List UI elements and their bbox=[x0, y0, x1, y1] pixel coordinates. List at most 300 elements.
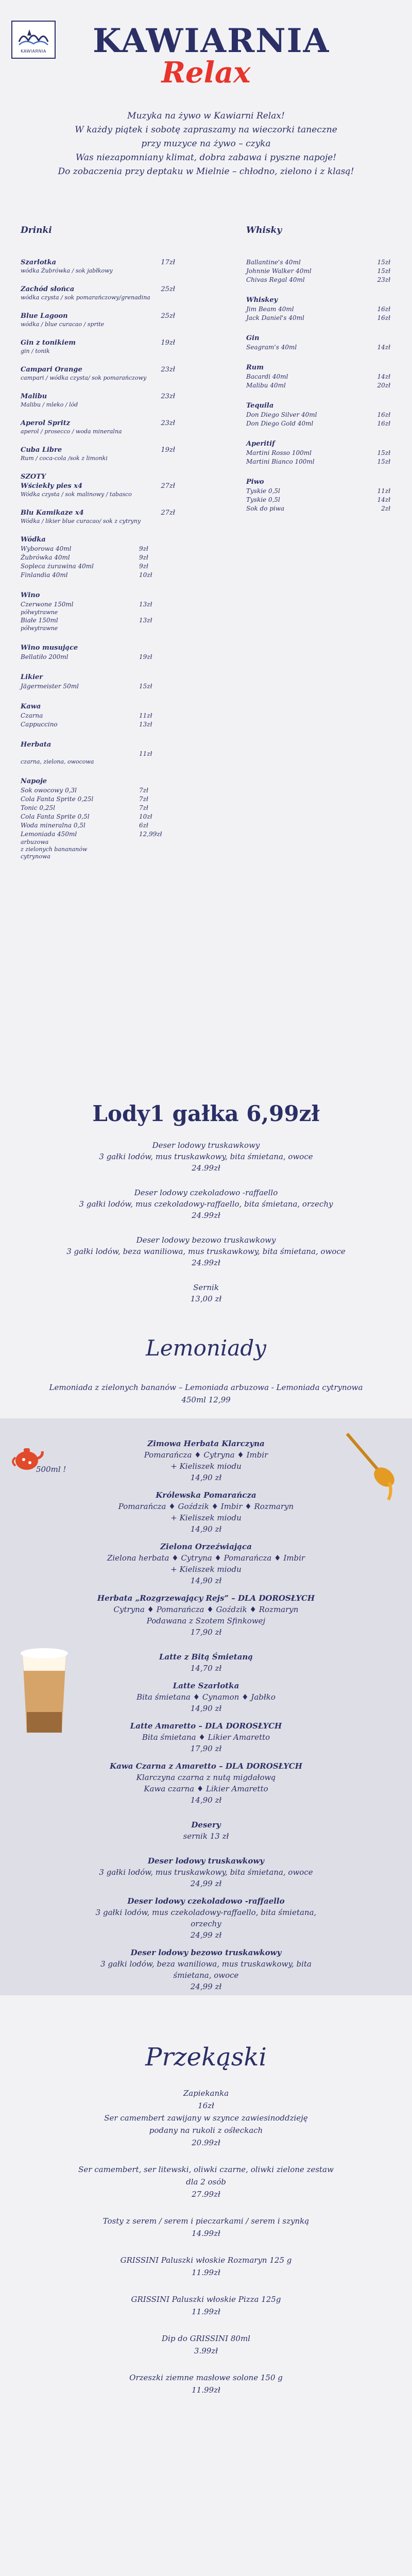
hot-item-price: 14,70 zł bbox=[190, 1664, 222, 1673]
whiskey-name: Jim Beam 40ml bbox=[246, 306, 294, 313]
tequila-row bbox=[246, 411, 401, 419]
napoje-price: 6zł bbox=[139, 822, 148, 829]
napoje-row bbox=[21, 786, 175, 795]
hot-item-line: + Kieliszek miodu bbox=[170, 1513, 242, 1522]
drink-name: Wściekły pies x4 bbox=[21, 482, 83, 490]
drink-price: 27zł bbox=[161, 482, 175, 490]
piwo-price: 14zł bbox=[377, 496, 390, 503]
drink-price: 19zł bbox=[161, 446, 175, 454]
hot-item bbox=[93, 1489, 319, 1535]
lemonade-flavors: Lemoniada z zielonych bananów – Lemoniada arbuzowa - Lemoniada cytrynowa bbox=[49, 1383, 363, 1392]
ice-cream-item bbox=[0, 1282, 412, 1304]
rum-row bbox=[246, 381, 401, 390]
musujace-row bbox=[21, 653, 175, 662]
logo bbox=[11, 21, 56, 59]
spacer bbox=[0, 2200, 412, 2215]
snack-line: 11.99zł bbox=[192, 2307, 220, 2316]
kawa-group bbox=[21, 702, 175, 729]
hot-item-price: 24,99 zł bbox=[190, 1930, 222, 1940]
ice-cream-title: Lody1 gałka 6,99zł bbox=[92, 1101, 320, 1126]
hot-item-price: 24,99 zł bbox=[190, 1982, 222, 1991]
snack-line: 11.99zł bbox=[192, 2268, 220, 2277]
herbata-price: 11zł bbox=[139, 750, 152, 757]
drink-price: 27zł bbox=[161, 509, 175, 517]
spacer bbox=[0, 2149, 412, 2163]
drink-name: Malibu bbox=[21, 393, 47, 400]
napoje-name: Cola Fanta Sprite 0,25l bbox=[21, 795, 94, 803]
hot-item-price: 14,90 zł bbox=[190, 1576, 222, 1585]
hot-item-line: Cytryna ♦ Pomarańcza ♦ Goździk ♦ Rozmaryn bbox=[113, 1605, 299, 1614]
drink-price: 23zł bbox=[161, 419, 175, 427]
snack-line: 11.99zł bbox=[192, 2385, 220, 2395]
drink-item bbox=[21, 509, 175, 525]
hot-item-price: 14,90 zł bbox=[190, 1473, 222, 1482]
intro-line: Muzyka na żywo w Kawiarni Relax! bbox=[127, 111, 285, 121]
hot-item-line: + Kieliszek miodu bbox=[170, 1462, 242, 1471]
spacer bbox=[93, 1941, 319, 1947]
napoje-row bbox=[21, 795, 175, 804]
wodka-name: Wyborowa 40ml bbox=[21, 545, 72, 552]
latte-glass-icon bbox=[13, 1640, 75, 1738]
herbata-desc: czarna, zielona, owocowa bbox=[21, 758, 94, 765]
piwo-row bbox=[246, 496, 401, 504]
spacer bbox=[93, 1992, 319, 1998]
gin-row bbox=[246, 343, 401, 352]
kawa-price: 11zł bbox=[139, 712, 152, 719]
drink-name: Blu Kamikaze x4 bbox=[21, 509, 84, 517]
snack-line: dla 2 osób bbox=[186, 2177, 226, 2187]
hot-item-name: Zielona Orzeźwiająca bbox=[160, 1542, 252, 1551]
wodka-name: Finlandia 40ml bbox=[21, 571, 68, 579]
drink-line bbox=[21, 258, 175, 267]
spacer bbox=[93, 1842, 319, 1855]
ice-cream-list bbox=[0, 1140, 412, 1304]
rum-name: Bacardi 40ml bbox=[246, 373, 288, 380]
drink-desc: aperol / prosecco / woda mineralna bbox=[21, 428, 122, 435]
napoje-row bbox=[21, 830, 175, 839]
whisky-price: 15zł bbox=[377, 267, 390, 275]
hot-item-line: Pomarańcza ♦ Cytryna ♦ Imbir bbox=[144, 1450, 268, 1460]
aperitif-name: Martini Bianco 100ml bbox=[246, 458, 315, 465]
intro-line: W każdy piątek i sobotę zapraszamy na wieczorki taneczne bbox=[75, 125, 337, 135]
ice-cream-line: 13,00 zł bbox=[190, 1294, 222, 1303]
spacer bbox=[0, 2279, 412, 2293]
ice-cream-line: Deser lodowy czekoladowo -raffaello bbox=[134, 1188, 278, 1197]
snack-line: Ser camembert, ser litewski, oliwki czarne, oliwki zielone zestaw bbox=[78, 2165, 334, 2174]
hot-item-line: Pomarańcza ♦ Goździk ♦ Imbir ♦ Rozmaryn bbox=[118, 1502, 294, 1511]
wodka-price: 10zł bbox=[139, 571, 152, 579]
tequila-heading: Tequila bbox=[246, 402, 274, 410]
likier-row bbox=[21, 682, 175, 691]
tequila-name: Don Diego Gold 40ml bbox=[246, 420, 314, 427]
whisky-name: Johnnie Walker 40ml bbox=[246, 267, 312, 275]
ice-cream-item bbox=[0, 1234, 412, 1268]
tequila-price: 16zł bbox=[377, 420, 390, 427]
drink-item bbox=[21, 258, 175, 275]
aperitif-row bbox=[246, 457, 401, 466]
drink-name: Szarlotka bbox=[21, 259, 57, 266]
napoje-name: Tonic 0,25l bbox=[21, 804, 55, 811]
drink-price: 25zł bbox=[161, 285, 175, 293]
drink-item bbox=[21, 338, 175, 355]
snack-line: 14.99zł bbox=[192, 2229, 220, 2238]
intro-line: Was niezapomniany klimat, dobra zabawa i pyszne napoje! bbox=[75, 152, 337, 163]
drink-name: Gin z tonikiem bbox=[21, 339, 76, 347]
intro-line: przy muzyce na żywo – czyka bbox=[141, 139, 271, 149]
napoje-price: 7zł bbox=[139, 787, 148, 794]
drink-item bbox=[21, 285, 175, 301]
herbata-row bbox=[21, 750, 175, 758]
snack-item bbox=[0, 2087, 412, 2149]
hot-item-line: 3 gałki lodów, mus truskawkowy, bita śmietana, owoce bbox=[99, 1868, 313, 1877]
gin-heading: Gin bbox=[246, 334, 260, 342]
drinks-left-column bbox=[21, 225, 175, 872]
wino-heading: Wino bbox=[21, 591, 40, 599]
spacer bbox=[0, 2357, 412, 2371]
hot-item-name: Deser lodowy czekoladowo -raffaello bbox=[127, 1896, 285, 1906]
wino-row bbox=[21, 616, 175, 625]
drink-price: 17zł bbox=[161, 259, 175, 266]
wodka-group bbox=[21, 535, 175, 580]
wodka-price: 9zł bbox=[139, 554, 148, 561]
drink-item bbox=[21, 312, 175, 328]
drink-desc: Wódka czysta / sok malinowy / tabasco bbox=[21, 491, 132, 498]
piwo-group bbox=[246, 478, 401, 513]
drink-price: 19zł bbox=[161, 339, 175, 347]
aperitif-price: 15zł bbox=[377, 449, 390, 456]
hot-item-line: + Kieliszek miodu bbox=[170, 1565, 242, 1574]
spacer bbox=[0, 2396, 412, 2411]
honey-dipper-icon bbox=[342, 1429, 404, 1501]
drink-name: Aperol Spritz bbox=[21, 419, 71, 427]
hot-item-price: 14,90 zł bbox=[190, 1795, 222, 1805]
tequila-group bbox=[246, 401, 401, 428]
whisky-name: Ballantine's 40ml bbox=[246, 259, 301, 266]
snack-line: Orzeszki ziemne masłowe solone 150 g bbox=[129, 2373, 283, 2382]
ice-cream-line: Deser lodowy bezowo truskawkowy bbox=[136, 1235, 276, 1245]
drink-line bbox=[21, 482, 175, 491]
snack-item bbox=[0, 2215, 412, 2240]
drink-price: 25zł bbox=[161, 312, 175, 320]
napoje-heading: Napoje bbox=[21, 777, 47, 785]
hot-item-name: Deser lodowy bezowo truskawkowy bbox=[130, 1948, 282, 1957]
snack-line: 16zł bbox=[198, 2101, 214, 2110]
snack-line: 3.99zł bbox=[194, 2346, 218, 2355]
wino-name: Białe 150ml bbox=[21, 617, 58, 624]
likier-name: Jägermeister 50ml bbox=[21, 683, 79, 690]
wodka-row bbox=[21, 571, 175, 580]
hot-item-price: 14,90 zł bbox=[190, 1524, 222, 1534]
hot-item-price: 24,99 zł bbox=[190, 1879, 222, 1888]
hot-item bbox=[93, 1855, 319, 1889]
hot-item bbox=[93, 1438, 319, 1483]
piwo-name: Sok do piwa bbox=[246, 505, 285, 512]
napoje-price: 7zł bbox=[139, 795, 148, 803]
whiskey-row bbox=[246, 314, 401, 323]
hot-item-name: Zimowa Herbata Klarczyna bbox=[147, 1439, 265, 1448]
wino-price: 13zł bbox=[139, 601, 152, 608]
ice-cream-line: 3 gałki lodów, mus truskawkowy, bita śmietana, owoce bbox=[99, 1152, 313, 1161]
piwo-heading: Piwo bbox=[246, 478, 264, 486]
lemonade-price: 450ml 12,99 bbox=[181, 1395, 231, 1404]
kawa-name: Czarna bbox=[21, 712, 43, 719]
musujace-heading: Wino musujące bbox=[21, 644, 78, 652]
snack-line: Ser camembert zawijany w szynce zawiesinoddzieję bbox=[104, 2113, 308, 2123]
hot-item-line: Bita śmietana ♦ Cynamon ♦ Jabłko bbox=[136, 1692, 276, 1702]
whisky-price: 15zł bbox=[377, 259, 390, 266]
rum-name: Malibu 40ml bbox=[246, 382, 286, 389]
drink-item bbox=[21, 482, 175, 498]
kawa-price: 13zł bbox=[139, 721, 152, 728]
wave-logo-icon bbox=[18, 26, 49, 47]
hot-item bbox=[93, 1680, 319, 1714]
drink-line bbox=[21, 365, 175, 375]
intro-line: Do zobaczenia przy deptaku w Mielnie – chłodno, zielono i z klasą! bbox=[58, 166, 354, 177]
hot-drinks-list bbox=[93, 1438, 319, 1998]
hot-item bbox=[93, 1895, 319, 1941]
wodka-heading: Wódka bbox=[21, 536, 46, 544]
tequila-row bbox=[246, 419, 401, 428]
napoje-row bbox=[21, 812, 175, 821]
ice-cream-line: 24.99zł bbox=[192, 1258, 220, 1267]
ice-cream-line: 3 gałki lodów, beza waniliowa, mus truskawkowy, bita śmietana, owoce bbox=[66, 1247, 346, 1256]
hot-item-line: Kawa czarna ♦ Likier Amaretto bbox=[144, 1784, 268, 1793]
brand-title: KAWIARNIA bbox=[93, 22, 330, 60]
snack-line: GRISSINI Paluszki włoskie Rozmaryn 125 g bbox=[120, 2256, 292, 2265]
snack-item bbox=[0, 2371, 412, 2396]
logo-text: KAWIARNIA bbox=[21, 48, 46, 54]
ice-cream-line: 24.99zł bbox=[192, 1163, 220, 1173]
drink-price: 23zł bbox=[161, 366, 175, 374]
herbata-group bbox=[21, 740, 175, 766]
ice-cream-line: 24.99zł bbox=[192, 1211, 220, 1220]
gin-group bbox=[246, 334, 401, 352]
hot-item bbox=[93, 1592, 319, 1638]
drink-desc: Rum / coca-cola /sok z limonki bbox=[21, 455, 108, 462]
wino-name: Czerwone 150ml bbox=[21, 601, 74, 608]
hot-item-line: 3 gałki lodów, beza waniliowa, mus truskawkowy, bita śmietana, owoce bbox=[100, 1959, 312, 1980]
ice-cream-line: 3 gałki lodów, mus czekoladowy-raffaello, bita śmietana, orzechy bbox=[79, 1199, 333, 1209]
napoje-name: Woda mineralna 0,5l bbox=[21, 822, 85, 829]
hot-item-line: Podawana z Szotem Sfinkowej bbox=[146, 1616, 266, 1625]
drink-item bbox=[21, 472, 175, 482]
whiskey-row bbox=[246, 305, 401, 314]
drinks-section bbox=[0, 225, 412, 1086]
drink-price: 23zł bbox=[161, 393, 175, 400]
whiskey-price: 16zł bbox=[377, 306, 390, 313]
hot-item-name: Desery bbox=[191, 1820, 221, 1829]
drink-name: Campari Orange bbox=[21, 366, 82, 374]
drink-name: Cuba Libre bbox=[21, 446, 62, 454]
tea-size: 500ml ! bbox=[36, 1465, 66, 1474]
tequila-name: Don Diego Silver 40ml bbox=[246, 411, 317, 418]
wodka-row bbox=[21, 553, 175, 562]
brand-subtitle: Relax bbox=[161, 56, 251, 90]
hot-item bbox=[93, 1760, 319, 1806]
whisky-row bbox=[246, 267, 401, 276]
snack-line: Dip do GRISSINI 80ml bbox=[162, 2334, 250, 2343]
hot-item bbox=[93, 1947, 319, 1992]
spacer bbox=[0, 2318, 412, 2332]
whisky-row bbox=[246, 276, 401, 284]
whisky-row bbox=[246, 258, 401, 267]
whisky-price: 23zł bbox=[377, 276, 390, 283]
whiskey-group bbox=[246, 296, 401, 323]
gin-name: Seagram's 40ml bbox=[246, 344, 297, 351]
piwo-row bbox=[246, 487, 401, 496]
rum-price: 20zł bbox=[377, 382, 390, 389]
spacer bbox=[0, 2240, 412, 2254]
whisky-group bbox=[246, 258, 401, 284]
drink-item bbox=[21, 392, 175, 409]
hot-item-price: 14,90 zł bbox=[190, 1704, 222, 1713]
piwo-price: 11zł bbox=[377, 487, 390, 495]
drinks-right-column bbox=[246, 225, 401, 524]
napoje-group bbox=[21, 777, 175, 860]
spacer bbox=[93, 1638, 319, 1651]
hot-item-name: Herbata „Rozgrzewający Rejs” – DLA DOROSŁYCH bbox=[97, 1594, 315, 1603]
spacer bbox=[93, 1674, 319, 1680]
snack-line: GRISSINI Paluszki włoskie Pizza 125g bbox=[131, 2295, 281, 2304]
whiskey-name: Jack Daniel's 40ml bbox=[246, 314, 304, 321]
drink-desc: Wódka / likier blue curacao/ sok z cytryny bbox=[21, 518, 141, 524]
drink-desc: gin / tonik bbox=[21, 348, 50, 354]
snack-item bbox=[0, 2163, 412, 2200]
napoje-note: arbuzowa z zielonych banananów cytrynowa bbox=[21, 839, 88, 860]
napoje-price: 12,99zł bbox=[139, 831, 162, 838]
lemonade-title: Lemoniady bbox=[146, 1335, 266, 1361]
ice-cream-line: Deser lodowy truskawkowy bbox=[152, 1141, 260, 1150]
napoje-name: Sok owocowy 0,3l bbox=[21, 787, 77, 794]
aperitif-heading: Aperitif bbox=[246, 440, 275, 448]
piwo-price: 2zł bbox=[381, 505, 390, 512]
gin-price: 14zł bbox=[377, 344, 390, 351]
hot-drinks-section bbox=[0, 1418, 412, 1995]
kawa-heading: Kawa bbox=[21, 703, 41, 710]
wodka-name: Sopleca żurawina 40ml bbox=[21, 563, 94, 570]
kawa-name: Cappuccino bbox=[21, 721, 58, 728]
hot-item-line: Bita śmietana ♦ Likier Amaretto bbox=[142, 1733, 270, 1742]
hot-item-line: sernik 13 zł bbox=[183, 1832, 229, 1841]
drink-name: Zachód słońca bbox=[21, 285, 75, 293]
spacer bbox=[93, 1754, 319, 1760]
rum-group bbox=[246, 363, 401, 390]
ice-cream-item bbox=[0, 1140, 412, 1174]
snack-line: Tosty z serem / serem i pieczarkami / serem i szynką bbox=[102, 2216, 310, 2226]
herbata-heading: Herbata bbox=[21, 741, 52, 749]
intro-text bbox=[0, 87, 412, 179]
spacer bbox=[93, 1535, 319, 1541]
hot-item-line: Zielona herbata ♦ Cytryna ♦ Pomarańcza ♦ Imbir bbox=[107, 1553, 305, 1563]
aperitif-name: Martini Rosso 100ml bbox=[246, 449, 312, 456]
wino-desc: półwytrawne bbox=[21, 609, 58, 616]
piwo-name: Tyskie 0,5l bbox=[246, 487, 280, 495]
hot-item bbox=[93, 1819, 319, 1842]
drink-item bbox=[21, 365, 175, 382]
drink-line bbox=[21, 509, 175, 518]
rum-row bbox=[246, 372, 401, 381]
drink-desc: Malibu / mleko / lód bbox=[21, 401, 78, 408]
hot-item-price: 17,90 zł bbox=[190, 1744, 222, 1753]
spacer bbox=[93, 1714, 319, 1720]
drink-desc: wódka / blue curacao / sprite bbox=[21, 321, 105, 328]
napoje-price: 10zł bbox=[139, 813, 152, 820]
wodka-price: 9zł bbox=[139, 545, 148, 552]
whiskey-price: 16zł bbox=[377, 314, 390, 321]
header bbox=[0, 0, 412, 90]
whisky-heading: Whisky bbox=[246, 225, 282, 235]
drink-desc: wódka Żubrówka / sok jabłkowy bbox=[21, 267, 113, 274]
wodka-name: Żubrówka 40ml bbox=[21, 554, 70, 561]
drink-name: Blue Lagoon bbox=[21, 312, 68, 320]
snack-line: Zapiekanka bbox=[183, 2089, 229, 2098]
musujace-price: 19zł bbox=[139, 653, 152, 660]
wodka-price: 9zł bbox=[139, 563, 148, 570]
rum-price: 14zł bbox=[377, 373, 390, 380]
snack-item bbox=[0, 2254, 412, 2279]
musujace-group bbox=[21, 643, 175, 662]
aperitif-group bbox=[246, 439, 401, 466]
snack-item bbox=[0, 2293, 412, 2318]
drink-item bbox=[21, 446, 175, 462]
hot-item-name: Królewska Pomarańcza bbox=[156, 1490, 256, 1500]
spacer bbox=[93, 1889, 319, 1895]
piwo-name: Tyskie 0,5l bbox=[246, 496, 280, 503]
snack-item bbox=[0, 2332, 412, 2357]
drink-line bbox=[21, 472, 175, 482]
lemonade-line bbox=[0, 1381, 412, 1406]
hot-item-name: Latte z Bitą Śmietaną bbox=[159, 1652, 253, 1662]
hot-item-price: 17,90 zł bbox=[190, 1628, 222, 1637]
likier-group bbox=[21, 673, 175, 691]
napoje-row bbox=[21, 821, 175, 830]
whisky-name: Chivas Regal 40ml bbox=[246, 276, 305, 283]
napoje-row bbox=[21, 804, 175, 812]
drink-line bbox=[21, 419, 175, 428]
snacks-list bbox=[0, 2087, 412, 2411]
wino-group bbox=[21, 591, 175, 632]
napoje-price: 7zł bbox=[139, 804, 148, 811]
kawa-row bbox=[21, 720, 175, 729]
hot-item-line: Klarczyna czarna z nutą migdałową bbox=[136, 1773, 276, 1782]
kawa-row bbox=[21, 711, 175, 720]
snack-line: 20.99zł bbox=[192, 2138, 220, 2147]
hot-item bbox=[93, 1720, 319, 1754]
napoje-name: Cola Fanta Sprite 0,5l bbox=[21, 813, 90, 820]
hot-item-name: Latte Amaretto – DLA DOROSŁYCH bbox=[130, 1721, 282, 1731]
spacer bbox=[93, 1586, 319, 1592]
hot-item-name: Kawa Czarna z Amaretto – DLA DOROSŁYCH bbox=[110, 1761, 302, 1771]
likier-heading: Likier bbox=[21, 673, 43, 681]
spacer bbox=[93, 1483, 319, 1489]
hot-item-name: Latte Szarlotka bbox=[173, 1681, 239, 1690]
wodka-row bbox=[21, 562, 175, 571]
aperitif-price: 15zł bbox=[377, 458, 390, 465]
wino-price: 13zł bbox=[139, 617, 152, 624]
drink-item bbox=[21, 419, 175, 435]
hot-item-name: Deser lodowy truskawkowy bbox=[148, 1856, 264, 1866]
musujace-name: Bellatiło 200ml bbox=[21, 653, 68, 660]
wodka-row bbox=[21, 545, 175, 553]
snack-line: 27.99zł bbox=[192, 2190, 220, 2199]
aperitif-row bbox=[246, 449, 401, 457]
drink-name: SZOTY bbox=[21, 473, 46, 481]
rum-heading: Rum bbox=[246, 364, 264, 371]
drinks-heading: Drinki bbox=[21, 225, 52, 235]
drink-line bbox=[21, 285, 175, 294]
likier-price: 15zł bbox=[139, 683, 152, 690]
drink-line bbox=[21, 446, 175, 455]
